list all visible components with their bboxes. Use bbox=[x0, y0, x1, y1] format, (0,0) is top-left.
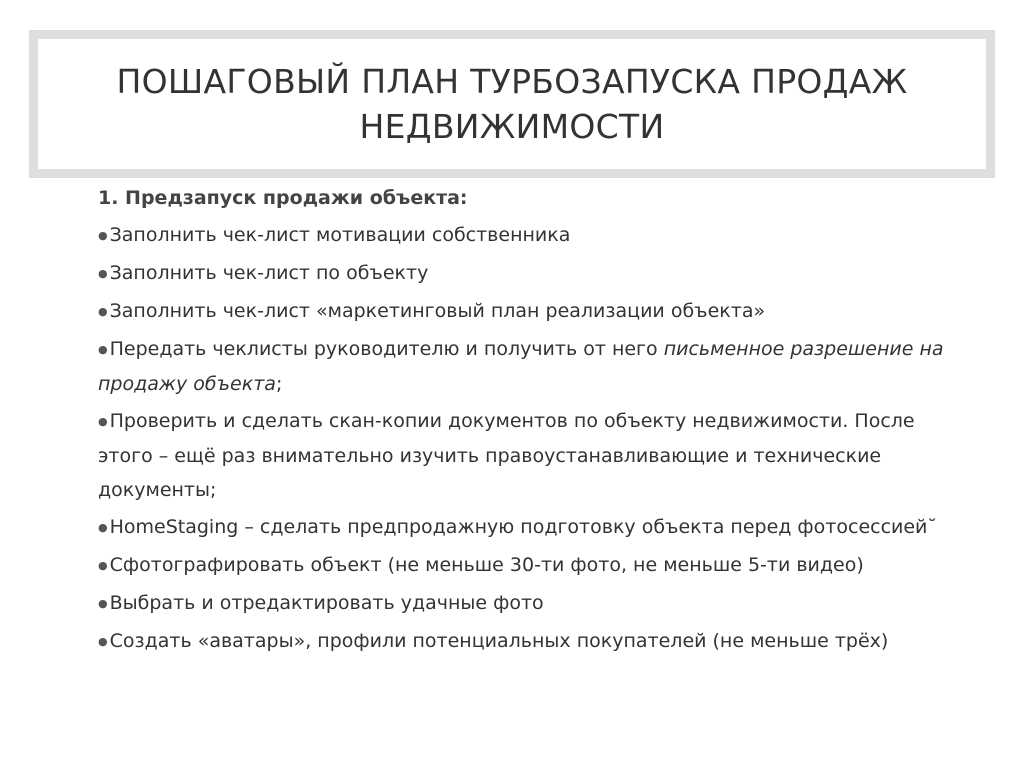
item-tail: ; bbox=[275, 373, 283, 395]
list-item bbox=[98, 624, 968, 659]
list-item bbox=[98, 218, 968, 253]
bullet-icon: ● bbox=[98, 229, 108, 242]
bullet-icon: ● bbox=[98, 521, 108, 534]
item-text: Выбрать и отредактировать удачные фото bbox=[109, 592, 544, 614]
item-text: Заполнить чек-лист «маркетинговый план реализации объекта» bbox=[109, 300, 766, 322]
list-item bbox=[98, 332, 968, 401]
bullet-icon: ● bbox=[98, 597, 108, 610]
slide-title: ПОШАГОВЫЙ ПЛАН ТУРБОЗАПУСКА ПРОДАЖ НЕДВИЖИМОСТИ bbox=[116, 62, 908, 146]
item-text: Заполнить чек-лист мотивации собственника bbox=[109, 224, 571, 246]
list-item bbox=[98, 586, 968, 621]
step-list bbox=[98, 218, 968, 659]
section-heading: 1. Предзапуск продажи объекта: bbox=[98, 187, 468, 209]
item-text: Сфотографировать объект (не меньше 30-ти фото, не меньше 5-ти видео) bbox=[109, 554, 864, 576]
bullet-icon: ● bbox=[98, 343, 108, 356]
bullet-icon: ● bbox=[98, 305, 108, 318]
bullet-icon: ● bbox=[98, 415, 108, 428]
item-text: Проверить и сделать скан-копии документов по объекту недвижимости. После этого – ещё раз внимательно изучить правоустанавливающие и технические документы; bbox=[98, 410, 915, 501]
slide-content bbox=[98, 182, 968, 662]
list-item bbox=[98, 294, 968, 329]
item-text: Заполнить чек-лист по объекту bbox=[109, 262, 429, 284]
bullet-icon: ● bbox=[98, 267, 108, 280]
list-item bbox=[98, 548, 968, 583]
bullet-icon: ● bbox=[98, 559, 108, 572]
list-item bbox=[98, 404, 968, 507]
bullet-icon: ● bbox=[98, 635, 108, 648]
item-emphasis: письменное разрешение на продажу объекта bbox=[98, 338, 944, 395]
title-box bbox=[29, 30, 995, 178]
list-item bbox=[98, 510, 968, 545]
item-text: Передать чеклисты руководителю и получить от него bbox=[109, 338, 664, 360]
list-item bbox=[98, 256, 968, 291]
item-text: HomeStaging – сделать предпродажную подготовку объекта перед фотосессией˘ bbox=[109, 516, 937, 538]
item-text: Создать «аватары», профили потенциальных покупателей (не меньше трёх) bbox=[109, 630, 889, 652]
